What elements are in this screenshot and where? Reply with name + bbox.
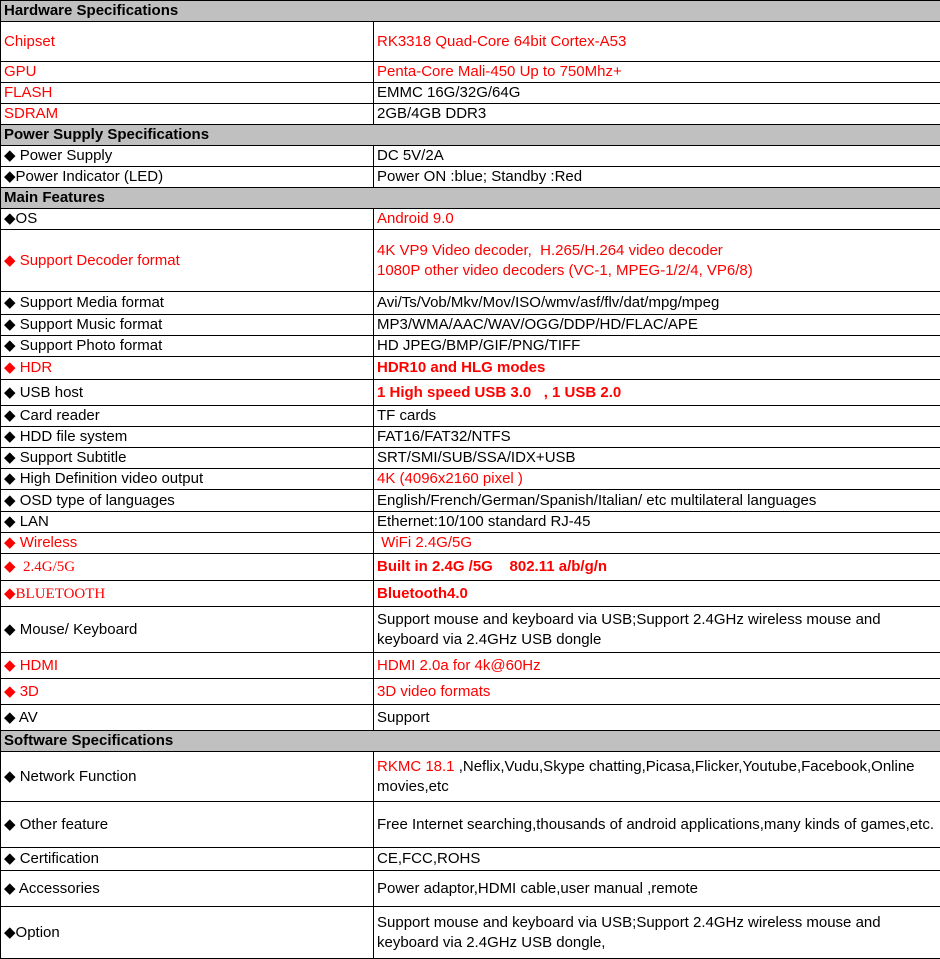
spec-label: Certification [16, 850, 99, 867]
spec-value: 4K (4096x2160 pixel ) [377, 470, 523, 487]
spec-value: 1 High speed USB 3.0 , 1 USB 2.0 [377, 384, 621, 401]
spec-value: Penta-Core Mali-450 Up to 750Mhz+ [377, 63, 622, 80]
section-title: Hardware Specifications [1, 1, 940, 22]
spec-value-cell [374, 848, 940, 871]
spec-label-cell [1, 490, 374, 512]
spec-value-cell [374, 679, 940, 705]
spec-label: Chipset [4, 33, 55, 50]
spec-row [1, 512, 940, 533]
diamond-bullet-icon: ◆ [4, 620, 16, 640]
spec-value: Android 9.0 [377, 210, 454, 227]
spec-label-cell [1, 83, 374, 104]
spec-label: Support Subtitle [16, 449, 127, 466]
diamond-bullet-icon: ◆ [4, 656, 16, 676]
spec-label: Mouse/ Keyboard [16, 621, 138, 638]
spec-label-cell [1, 230, 374, 292]
spec-label: BLUETOOTH [16, 586, 106, 602]
spec-value: Power ON :blue; Standby :Red [377, 168, 582, 185]
spec-row [1, 581, 940, 607]
spec-row [1, 209, 940, 230]
spec-value-cell [374, 406, 940, 427]
section-title: Software Specifications [1, 731, 940, 752]
spec-label-cell [1, 292, 374, 315]
spec-row [1, 554, 940, 581]
spec-row [1, 871, 940, 907]
spec-label: FLASH [4, 84, 52, 101]
diamond-bullet-icon: ◆ [4, 358, 16, 378]
spec-row [1, 406, 940, 427]
diamond-bullet-icon: ◆ [4, 512, 16, 532]
diamond-bullet-icon: ◆ [4, 557, 16, 577]
spec-row [1, 752, 940, 802]
spec-value-cell [374, 315, 940, 336]
diamond-bullet-icon: ◆ [4, 533, 16, 553]
section-header [1, 731, 940, 752]
spec-label: HDD file system [16, 428, 128, 445]
spec-value-highlight: RKMC 18.1 [377, 758, 455, 775]
spec-label-cell [1, 679, 374, 705]
spec-label: Option [16, 924, 60, 941]
spec-value: RK3318 Quad-Core 64bit Cortex-A53 [377, 33, 626, 50]
spec-value: Avi/Ts/Vob/Mkv/Mov/ISO/wmv/asf/flv/dat/mpg/mpeg [377, 294, 719, 311]
spec-value-cell [374, 554, 940, 581]
spec-label-cell [1, 653, 374, 679]
spec-row [1, 380, 940, 406]
spec-label: Card reader [16, 407, 100, 424]
spec-value: English/French/German/Spanish/Italian/ etc multilateral languages [377, 492, 816, 509]
spec-label-cell [1, 209, 374, 230]
spec-value-cell [374, 357, 940, 380]
spec-value-cell [374, 167, 940, 188]
spec-label: SDRAM [4, 105, 58, 122]
spec-table-body [1, 1, 940, 959]
spec-row [1, 336, 940, 357]
spec-value: 4K VP9 Video decoder, H.265/H.264 video decoder [377, 242, 723, 259]
spec-row [1, 469, 940, 490]
spec-value-cell [374, 209, 940, 230]
diamond-bullet-icon: ◆ [4, 383, 16, 403]
spec-row [1, 22, 940, 62]
spec-row [1, 230, 940, 292]
spec-label: Power Supply [16, 147, 113, 164]
spec-label-cell [1, 167, 374, 188]
spec-label: OS [16, 210, 38, 227]
spec-row [1, 62, 940, 83]
spec-value-cell [374, 146, 940, 167]
spec-value: CE,FCC,ROHS [377, 850, 480, 867]
spec-value: Built in 2.4G /5G 802.11 a/b/g/n [377, 558, 607, 575]
spec-label: HDMI [16, 657, 59, 674]
spec-value: Support mouse and keyboard via USB;Support 2.4GHz wireless mouse and keyboard via 2.4GHz USB dongle [377, 611, 885, 648]
spec-label-cell [1, 427, 374, 448]
spec-value-cell [374, 469, 940, 490]
spec-row [1, 802, 940, 848]
diamond-bullet-icon: ◆ [4, 491, 16, 511]
spec-value-cell [374, 104, 940, 125]
spec-label-cell [1, 581, 374, 607]
spec-label: USB host [16, 384, 84, 401]
spec-label: GPU [4, 63, 37, 80]
spec-row [1, 292, 940, 315]
spec-value-cell [374, 653, 940, 679]
spec-value: Support mouse and keyboard via USB;Support 2.4GHz wireless mouse and keyboard via 2.4GHz USB dongle, [377, 914, 885, 951]
spec-label: 2.4G/5G [16, 559, 76, 575]
spec-value: TF cards [377, 407, 436, 424]
diamond-bullet-icon: ◆ [4, 815, 16, 835]
spec-value: Bluetooth4.0 [377, 585, 468, 602]
diamond-bullet-icon: ◆ [4, 849, 16, 869]
spec-row [1, 357, 940, 380]
spec-row [1, 167, 940, 188]
spec-value-cell [374, 607, 940, 653]
spec-value-cell [374, 83, 940, 104]
spec-value: Ethernet:10/100 standard RJ-45 [377, 513, 590, 530]
section-title: Main Features [1, 188, 940, 209]
section-header [1, 1, 940, 22]
spec-label: Network Function [16, 768, 137, 785]
spec-label-cell [1, 554, 374, 581]
spec-value: DC 5V/2A [377, 147, 444, 164]
spec-value-cell [374, 705, 940, 731]
spec-label: LAN [16, 513, 49, 530]
spec-label-cell [1, 533, 374, 554]
spec-label: 3D [16, 683, 39, 700]
spec-value: 3D video formats [377, 683, 490, 700]
spec-value-cell [374, 448, 940, 469]
spec-value-cell [374, 752, 940, 802]
spec-label-cell [1, 448, 374, 469]
spec-label-cell [1, 380, 374, 406]
spec-value-cell [374, 62, 940, 83]
spec-value: Free Internet searching,thousands of android applications,many kinds of games,etc. [377, 816, 934, 833]
spec-value-line2: 1080P other video decoders (VC-1, MPEG-1/2/4, VP6/8) [377, 262, 753, 279]
spec-row [1, 315, 940, 336]
spec-label: OSD type of languages [16, 492, 175, 509]
spec-label-cell [1, 848, 374, 871]
spec-row [1, 146, 940, 167]
spec-row [1, 907, 940, 959]
spec-label: Support Photo format [16, 337, 163, 354]
spec-value: ,Neflix,Vudu,Skype chatting,Picasa,Flicker,Youtube,Facebook,Online movies,etc [377, 758, 919, 795]
spec-value-cell [374, 512, 940, 533]
spec-label-cell [1, 907, 374, 959]
spec-label: High Definition video output [16, 470, 204, 487]
section-header [1, 125, 940, 146]
spec-row [1, 705, 940, 731]
spec-value-cell [374, 292, 940, 315]
diamond-bullet-icon: ◆ [4, 584, 16, 604]
spec-label-cell [1, 22, 374, 62]
spec-value-cell [374, 22, 940, 62]
spec-value: EMMC 16G/32G/64G [377, 84, 520, 101]
spec-label-cell [1, 752, 374, 802]
spec-value-cell [374, 336, 940, 357]
section-header [1, 188, 940, 209]
spec-value-cell [374, 230, 940, 292]
spec-value: 2GB/4GB DDR3 [377, 105, 486, 122]
spec-label-cell [1, 406, 374, 427]
diamond-bullet-icon: ◆ [4, 315, 16, 335]
diamond-bullet-icon: ◆ [4, 251, 16, 271]
spec-label: Support Decoder format [16, 252, 180, 269]
diamond-bullet-icon: ◆ [4, 146, 16, 166]
spec-value: HD JPEG/BMP/GIF/PNG/TIFF [377, 337, 580, 354]
spec-value-cell [374, 380, 940, 406]
spec-label: Support Media format [16, 294, 164, 311]
spec-label-cell [1, 705, 374, 731]
spec-row [1, 490, 940, 512]
spec-label-cell [1, 607, 374, 653]
spec-value-cell [374, 871, 940, 907]
spec-row [1, 653, 940, 679]
spec-label-cell [1, 146, 374, 167]
spec-value: WiFi 2.4G/5G [377, 534, 472, 551]
spec-value-cell [374, 802, 940, 848]
spec-value: FAT16/FAT32/NTFS [377, 428, 511, 445]
spec-label-cell [1, 802, 374, 848]
spec-value: Support [377, 709, 430, 726]
spec-value: MP3/WMA/AAC/WAV/OGG/DDP/HD/FLAC/APE [377, 316, 698, 333]
diamond-bullet-icon: ◆ [4, 209, 16, 229]
section-title: Power Supply Specifications [1, 125, 940, 146]
spec-label-cell [1, 104, 374, 125]
diamond-bullet-icon: ◆ [4, 767, 16, 787]
spec-label: Other feature [16, 816, 109, 833]
spec-label-cell [1, 871, 374, 907]
spec-label: AV [16, 709, 38, 726]
spec-row [1, 448, 940, 469]
diamond-bullet-icon: ◆ [4, 448, 16, 468]
diamond-bullet-icon: ◆ [4, 293, 16, 313]
spec-label-cell [1, 62, 374, 83]
diamond-bullet-icon: ◆ [4, 682, 16, 702]
diamond-bullet-icon: ◆ [4, 336, 16, 356]
spec-row [1, 427, 940, 448]
spec-row [1, 104, 940, 125]
spec-value-cell [374, 581, 940, 607]
spec-row [1, 607, 940, 653]
diamond-bullet-icon: ◆ [4, 469, 16, 489]
spec-label-cell [1, 315, 374, 336]
spec-value-cell [374, 533, 940, 554]
diamond-bullet-icon: ◆ [4, 923, 16, 943]
spec-label: Accessories [16, 880, 100, 897]
spec-label-cell [1, 469, 374, 490]
spec-value-cell [374, 907, 940, 959]
diamond-bullet-icon: ◆ [4, 167, 16, 187]
spec-value-cell [374, 427, 940, 448]
spec-value: HDR10 and HLG modes [377, 359, 545, 376]
spec-label-cell [1, 357, 374, 380]
spec-label: Power Indicator (LED) [16, 168, 164, 185]
spec-row [1, 83, 940, 104]
spec-label: Wireless [16, 534, 78, 551]
spec-value: SRT/SMI/SUB/SSA/IDX+USB [377, 449, 576, 466]
spec-label-cell [1, 336, 374, 357]
spec-row [1, 848, 940, 871]
spec-label: Support Music format [16, 316, 163, 333]
diamond-bullet-icon: ◆ [4, 879, 16, 899]
spec-label-cell [1, 512, 374, 533]
diamond-bullet-icon: ◆ [4, 708, 16, 728]
diamond-bullet-icon: ◆ [4, 427, 16, 447]
spec-value-cell [374, 490, 940, 512]
diamond-bullet-icon: ◆ [4, 406, 16, 426]
spec-row [1, 533, 940, 554]
spec-label: HDR [16, 359, 53, 376]
spec-value: Power adaptor,HDMI cable,user manual ,remote [377, 880, 698, 897]
spec-row [1, 679, 940, 705]
spec-value: HDMI 2.0a for 4k@60Hz [377, 657, 541, 674]
